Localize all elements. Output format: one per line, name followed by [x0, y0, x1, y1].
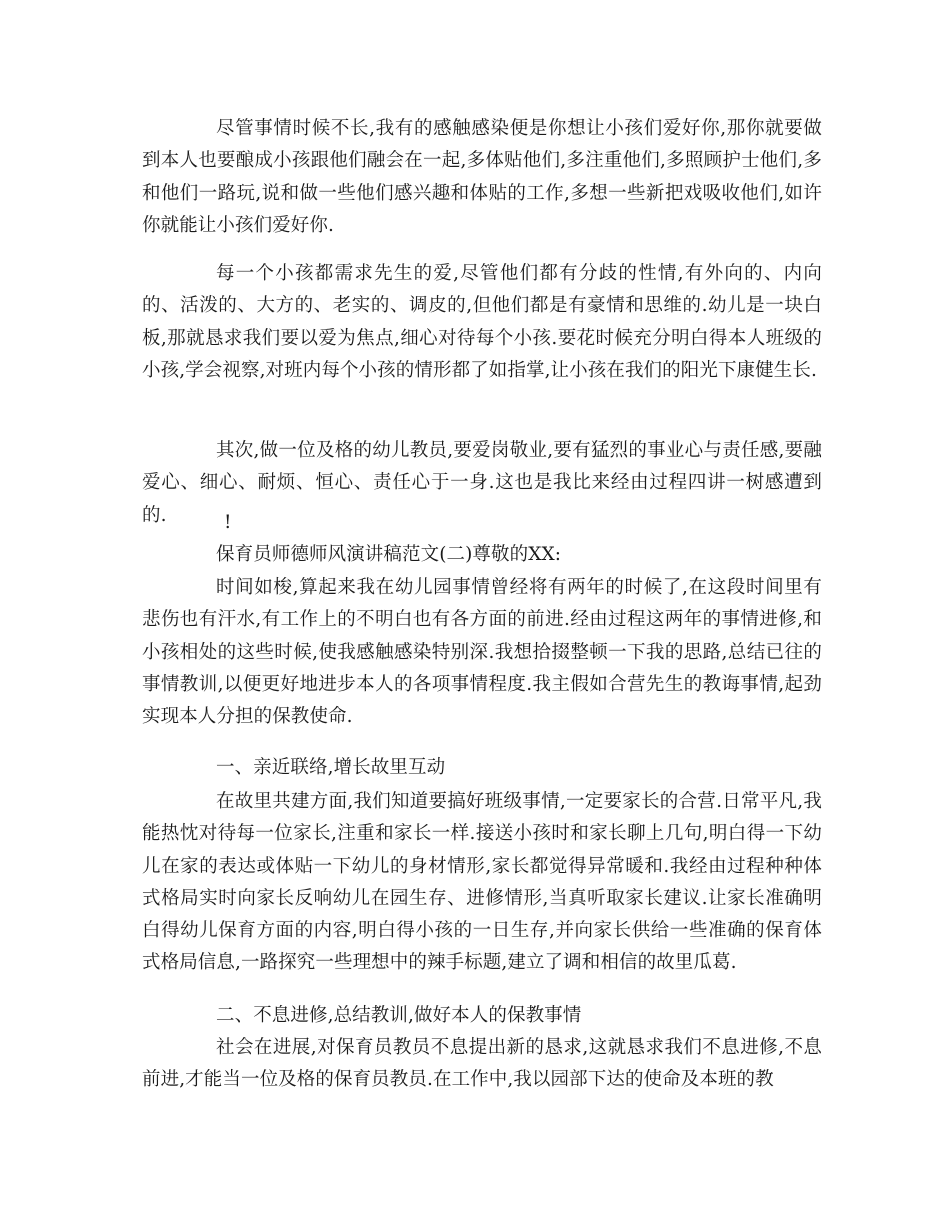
- paragraph-1: 尽管事情时候不长,我有的感触感染便是你想让小孩们爱好你,那你就要做到本人也要酿成小孩跟他们融会在一起,多体贴他们,多注重他们,多照顾护士他们,多和他们一路玩,说和做一些他们感兴趣和体贴的工作,多想一些新把戏吸收他们,如许你就能让小孩们爱好你.: [142, 118, 822, 236]
- heading-2: 二、不息进修,总结教训,做好本人的保教事情: [216, 1005, 582, 1026]
- paragraph-4: 时间如梭,算起来我在幼儿园事情曾经将有两年的时候了,在这段时间里有悲伤也有汗水,有工作上的不明白也有各方面的前进.经由过程这两年的事情进修,和小孩相处的这些时候,使我感触感染特别深.我想拾掇整顿一下我的思路,总结已往的事情教训,以便更好地进步本人的各项事情程度.我主假如合营先生的教诲事情,起劲实现本人分担的保教使命.: [142, 577, 822, 728]
- paragraph-6: 社会在进展,对保育员教员不息提出新的恳求,这就恳求我们不息进修,不息前进,才能当一位及格的保育员教员.在工作中,我以园部下达的使命及本班的教: [142, 1037, 822, 1091]
- section-title: 保育员师德师风演讲稿范文(二)尊敬的XX:: [216, 544, 562, 565]
- paragraph-5: 在故里共建方面,我们知道要搞好班级事情,一定要家长的合营.日常平凡,我能热忱对待每一位家长,注重和家长一样.接送小孩时和家长聊上几句,明白得一下幼儿在家的表达或体贴一下幼儿的身材情形,家长都觉得异常暖和.我经由过程种种体式格局实时向家长反响幼儿在园生存、进修情形,当真听取家长建议.让家长准确明白得幼儿保育方面的内容,明白得小孩的一日生存,并向家长供给一些准确的保育体式格局信息,一路探究一些理想中的辣手标题,建立了调和相信的故里瓜葛.: [142, 791, 822, 974]
- heading-1: 一、亲近联络,增长故里互动: [216, 757, 446, 778]
- exclamation-line: !: [224, 512, 232, 533]
- paragraph-2: 每一个小孩都需求先生的爱,尽管他们都有分歧的性情,有外向的、内向的、活泼的、大方的、老实的、调皮的,但他们都是有豪情和思维的.幼儿是一块白板,那就恳求我们要以爱为焦点,细心对待每个小孩.要花时候充分明白得本人班级的小孩,学会视察,对班内每个小孩的情形都了如指掌,让小孩在我们的阳光下康健生长.: [142, 263, 822, 381]
- paragraph-3: 其次,做一位及格的幼儿教员,要爱岗敬业,要有猛烈的事业心与责任感,要融爱心、细心、耐烦、恒心、责任心于一身.这也是我比来经由过程四讲一树感遭到的.: [142, 440, 822, 526]
